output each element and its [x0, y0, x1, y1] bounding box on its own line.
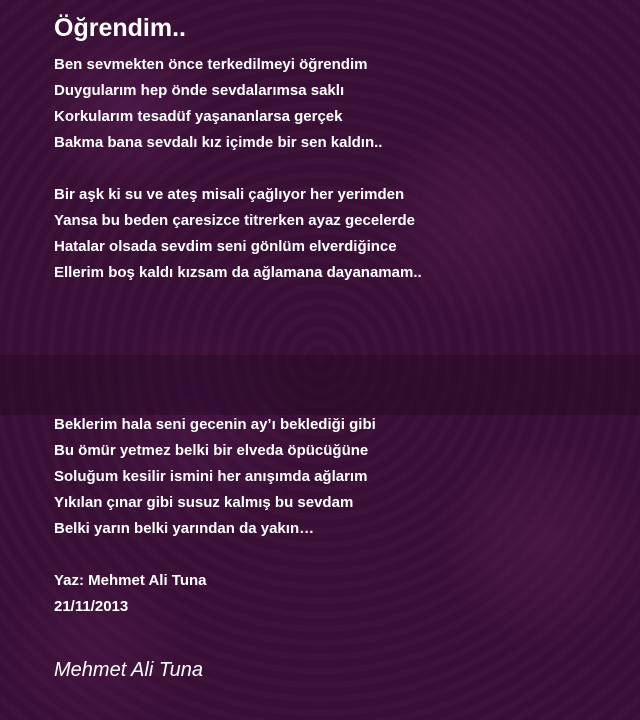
poem-line: Yıkılan çınar gibi susuz kalmış bu sevdam [54, 494, 354, 511]
poem-line: Duygularım hep önde sevdalarımsa saklı [54, 82, 345, 99]
poem-line: Bakma bana sevdalı kız içimde bir sen kaldın.. [54, 134, 383, 151]
stanza-3 [54, 412, 376, 542]
poem-line: Beklerim hala seni gecenin ay’ı beklediği gibi [54, 416, 376, 433]
stanza-2 [54, 182, 422, 286]
poem-line: Hatalar olsada sevdim seni gönlüm elverdiğince [54, 238, 397, 255]
poem-title: Öğrendim.. [54, 14, 186, 42]
poem-line: Yansa bu beden çaresizce titrerken ayaz gecelerde [54, 212, 416, 229]
poem-line: Bu ömür yetmez belki bir elveda öpücüğüne [54, 442, 369, 459]
poem-line: Ellerim boş kaldı kızsam da ağlamana dayanamam.. [54, 264, 422, 281]
poem-meta [54, 568, 207, 620]
poem-line: Korkularım tesadüf yaşananlarsa gerçek [54, 108, 343, 125]
poem-line: Ben sevmekten önce terkedilmeyi öğrendim [54, 56, 368, 73]
poem-line: Belki yarın belki yarından da yakın… [54, 520, 315, 537]
byline: Yaz: Mehmet Ali Tuna [54, 572, 207, 589]
poem-date: 21/11/2013 [54, 598, 129, 615]
poem-line: Bir aşk ki su ve ateş misali çağlıyor her yerimden [54, 186, 405, 203]
poem-line: Soluğum kesilir ismini her anışımda ağlarım [54, 468, 368, 485]
stanza-1 [54, 52, 382, 156]
author-signature: Mehmet Ali Tuna [54, 659, 203, 681]
